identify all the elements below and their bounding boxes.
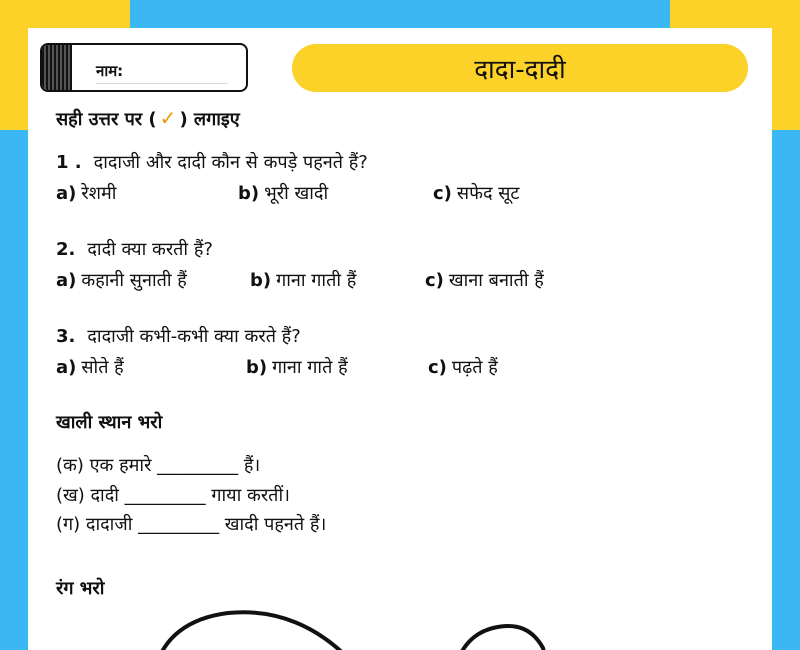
color-heading: रंग भरो [56, 578, 105, 599]
option-key: a) [56, 183, 77, 204]
fill-blank-item-3[interactable]: (ग) दादाजी _________ खादी पहनते हैं। [56, 514, 327, 535]
option-text: खाना बनाती हैं [448, 270, 544, 291]
fill-blank-item-2[interactable]: (ख) दादी _________ गाया करतीं। [56, 485, 290, 506]
option-key: c) [425, 270, 444, 291]
option-key: c) [428, 357, 447, 378]
question-3 [56, 324, 301, 348]
option-key: b) [246, 357, 268, 378]
question-1-option-c[interactable] [433, 181, 519, 205]
question-3-option-b[interactable] [246, 355, 348, 379]
name-write-line [96, 83, 228, 84]
question-2-option-c[interactable] [425, 268, 544, 292]
question-1 [56, 150, 368, 174]
mcq-heading-after: ) लगाइए [179, 109, 240, 130]
option-text: पढ़ते हैं [451, 357, 498, 378]
fill-blank-item-1[interactable]: (क) एक हमारे _________ हैं। [56, 455, 261, 476]
check-mark-icon: ✓ [159, 106, 177, 130]
question-1-option-b[interactable] [238, 181, 328, 205]
question-text: दादाजी और दादी कौन से कपड़े पहनते हैं? [93, 152, 368, 173]
option-text: सोते हैं [81, 357, 124, 378]
question-1-option-a[interactable] [56, 181, 116, 205]
name-label: नाम: [96, 62, 124, 80]
option-key: c) [433, 183, 452, 204]
question-number: 1 . [56, 152, 82, 173]
option-key: b) [250, 270, 272, 291]
page-title: दादा-दादी [474, 55, 566, 85]
option-key: a) [56, 270, 77, 291]
question-number: 3. [56, 326, 76, 347]
coloring-outline-drawing[interactable] [28, 588, 772, 650]
fill-blanks-heading: खाली स्थान भरो [56, 412, 163, 433]
name-box [40, 43, 248, 92]
question-text: दादी क्या करती हैं? [87, 239, 213, 260]
option-key: a) [56, 357, 77, 378]
worksheet [28, 28, 772, 650]
title-banner [292, 44, 748, 92]
question-3-option-a[interactable] [56, 355, 124, 379]
name-box-stripes [42, 45, 72, 90]
question-text: दादाजी कभी-कभी क्या करते हैं? [87, 326, 301, 347]
mcq-heading [56, 106, 240, 131]
option-text: सफेद सूट [456, 183, 520, 204]
option-text: कहानी सुनाती हैं [81, 270, 187, 291]
question-2-option-a[interactable] [56, 268, 187, 292]
question-number: 2. [56, 239, 76, 260]
mcq-heading-before: सही उत्तर पर ( [56, 109, 157, 130]
option-text: गाना गाती हैं [276, 270, 357, 291]
option-key: b) [238, 183, 260, 204]
question-3-option-c[interactable] [428, 355, 498, 379]
question-2 [56, 237, 213, 261]
option-text: भूरी खादी [264, 183, 329, 204]
question-2-option-b[interactable] [250, 268, 356, 292]
option-text: रेशमी [81, 183, 117, 204]
option-text: गाना गाते हैं [272, 357, 348, 378]
